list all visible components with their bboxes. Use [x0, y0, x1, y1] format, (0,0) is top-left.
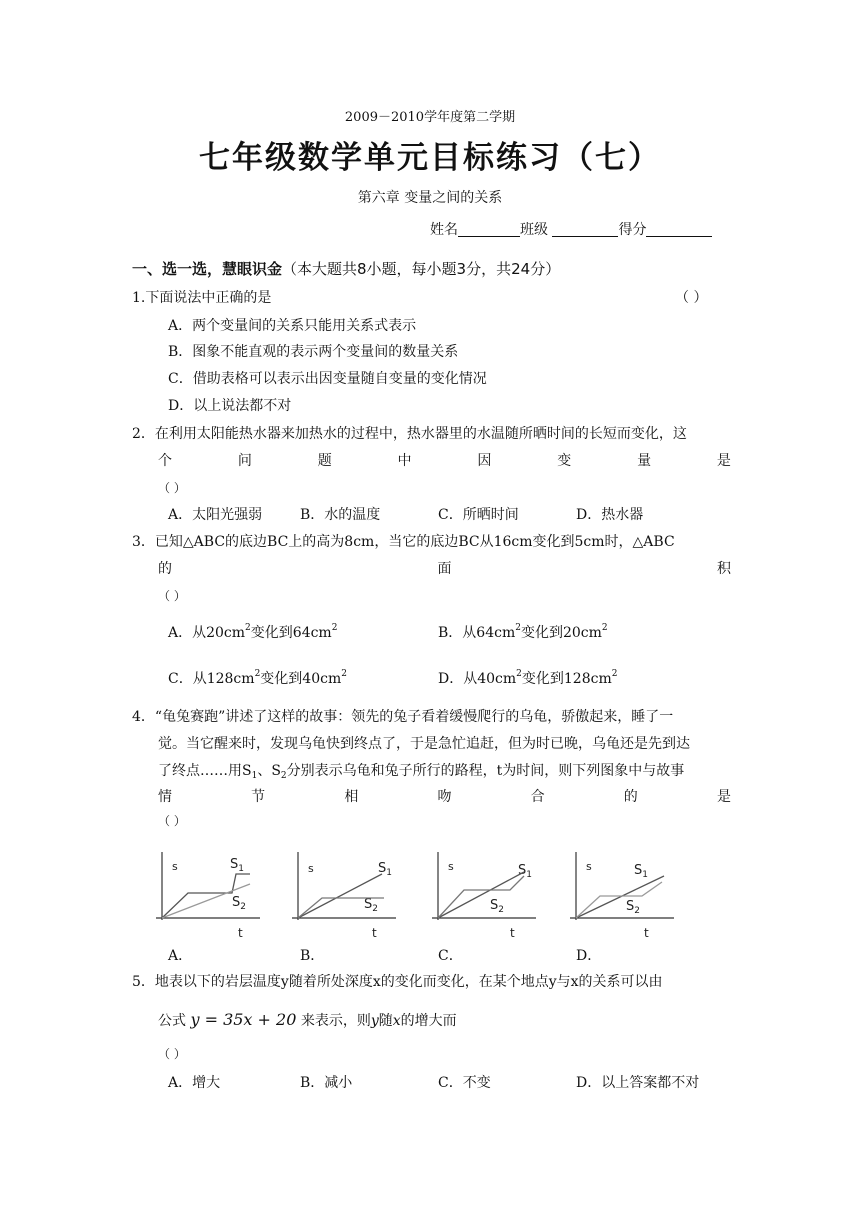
score-label: 得分: [618, 222, 647, 238]
exponent: 2: [254, 669, 261, 679]
q2-option-d: D．热水器: [576, 507, 644, 523]
s2-label: $S_2$: [364, 897, 378, 914]
q2-word: 变: [557, 453, 572, 469]
t-axis-label: t: [238, 926, 243, 940]
s-axis-label: s: [308, 862, 314, 875]
q5-formula-post: 来表示，则: [300, 1013, 371, 1029]
q1-option-c: C．借助表格可以表示出因变量随自变量的变化情况: [168, 371, 487, 387]
s-axis-label: s: [172, 860, 178, 873]
q1-option-a: A．两个变量间的关系只能用关系式表示: [168, 318, 417, 334]
q3-d-text1: D．从40cm: [438, 671, 517, 687]
q2-answer-paren[interactable]: （ ）: [158, 481, 186, 495]
subscript: 1: [251, 771, 258, 781]
q1-option-d: D．以上说法都不对: [168, 398, 292, 414]
q2-line2: [158, 451, 731, 471]
q3-word: 的: [158, 561, 172, 577]
exponent: 2: [331, 623, 338, 633]
q4-line3: [158, 761, 684, 781]
q3-answer-paren[interactable]: （ ）: [158, 589, 186, 603]
s-axis-label: s: [448, 860, 454, 873]
graph-c: [428, 848, 540, 942]
q4-line3-a: 了终点……用S: [158, 763, 252, 779]
q1-option-b: B．图象不能直观的表示两个变量间的数量关系: [168, 344, 459, 360]
graph-d: [566, 848, 678, 942]
page-title: 七年级数学单元目标练习（七）: [199, 140, 661, 176]
q4-answer-paren[interactable]: （ ）: [158, 814, 186, 828]
exponent: 2: [341, 669, 347, 679]
q4-line3-c: 分别表示乌龟和兔子所行的路程，t为时间，则下列图象中与故事: [286, 763, 685, 779]
q4-word: 节: [251, 789, 266, 805]
q5-line2: [158, 1010, 457, 1031]
q5-post: 的增大而: [400, 1013, 457, 1029]
q5-formula-pre: 公式: [158, 1013, 186, 1029]
q2-word: 题: [317, 453, 332, 469]
q3-word: 面: [437, 561, 452, 577]
curve-s1: [576, 876, 664, 918]
exponent: 2: [601, 623, 608, 633]
q2-option-b: B．水的温度: [300, 507, 381, 523]
s1-label: $S_1$: [634, 863, 648, 880]
q5-line1: 5．地表以下的岩层温度y随着所处深度x的变化而变化，在某个地点y与x的关系可以由: [132, 974, 663, 990]
q4-option-c: C．: [438, 948, 463, 964]
exponent: 2: [245, 623, 251, 633]
q3-b-text1: B．从64cm: [438, 625, 516, 641]
q3-c-text2: 变化到40cm: [260, 671, 342, 687]
t-axis-label: t: [644, 926, 649, 940]
q2-word: 因: [477, 453, 492, 469]
school-year: 2009－2010学年度第二学期: [344, 110, 516, 125]
q4-line4: [158, 787, 731, 807]
q3-line1: 3．已知△ABC的底边BC上的高为8cm，当它的底边BC从16cm变化到5cm时，△ABC: [132, 534, 675, 550]
q2-word: 量: [637, 453, 652, 469]
q3-b-text2: 变化到20cm: [520, 625, 602, 641]
q5-formula: y = 35x + 20: [190, 1010, 297, 1029]
q2-option-a: A．太阳光强弱: [168, 507, 263, 523]
curve-s1: [438, 872, 524, 918]
q3-option-b: [438, 623, 608, 643]
q2-word: 中: [397, 453, 412, 469]
q2-line1: 2．在利用太阳能热水器来加热水的过程中，热水器里的水温随所晒时间的长短而变化，这: [132, 426, 687, 442]
q3-option-d: [438, 669, 617, 689]
q2-option-c: C．所晒时间: [438, 507, 519, 523]
graph-b: [288, 848, 400, 942]
q5-option-a: A．增大: [168, 1075, 221, 1091]
chapter-title: 第六章 变量之间的关系: [357, 190, 503, 206]
q3-a-text1: A．从20cm: [168, 625, 246, 641]
q4-word: 相: [344, 789, 359, 805]
q4-option-d: D．: [576, 948, 602, 964]
t-axis-label: t: [372, 926, 377, 940]
q5-x-var: x: [392, 1013, 401, 1029]
exponent: 2: [516, 669, 522, 679]
s-axis-label: s: [586, 860, 592, 873]
exponent: 2: [515, 623, 521, 633]
s1-label: $S_1$: [230, 857, 244, 874]
q3-option-c: [168, 669, 347, 689]
q5-answer-paren[interactable]: （ ）: [158, 1047, 186, 1061]
q4-word: 吻: [437, 789, 452, 805]
section-heading: [132, 258, 560, 279]
s1-label: $S_1$: [378, 861, 392, 878]
class-blank[interactable]: [552, 221, 618, 237]
q1-answer-paren[interactable]: （ ）: [675, 290, 708, 306]
student-info-line: [430, 219, 712, 239]
q5-option-b: B．减小: [300, 1075, 353, 1091]
class-label: 班级: [520, 222, 548, 238]
q5-option-d: D．以上答案都不对: [576, 1075, 700, 1091]
q4-word: 是: [716, 789, 731, 805]
q4-line3-b: 、S: [257, 763, 281, 779]
q2-word: 个: [158, 453, 172, 469]
q4-word: 情: [158, 789, 172, 805]
subscript: 2: [280, 771, 287, 781]
graph-a: [152, 848, 264, 942]
section-note: （本大题共8小题，每小题3分，共24分）: [282, 260, 561, 278]
name-label: 姓名: [430, 222, 458, 238]
q4-word: 合: [530, 789, 545, 805]
s2-label: $S_2$: [626, 899, 640, 916]
q2-word: 问: [237, 453, 252, 469]
s1-label: $S_1$: [518, 863, 532, 880]
s2-label: $S_2$: [490, 898, 504, 915]
q3-word: 积: [717, 561, 731, 577]
q3-a-text2: 变化到64cm: [250, 625, 332, 641]
q5-option-c: C．不变: [438, 1075, 491, 1091]
q3-d-text2: 变化到128cm: [521, 671, 612, 687]
score-blank[interactable]: [646, 221, 712, 237]
curve-s2: [576, 882, 662, 918]
exponent: 2: [611, 669, 618, 679]
t-axis-label: t: [510, 926, 515, 940]
q2-word: 是: [716, 453, 731, 469]
q5-y-var: y: [370, 1013, 379, 1029]
q4-word: 的: [623, 789, 638, 805]
s2-label: $S_2$: [232, 895, 246, 912]
q4-option-b: B．: [300, 948, 325, 964]
q3-option-a: [168, 623, 337, 643]
name-blank[interactable]: [458, 221, 520, 237]
q4-line2: 觉。当它醒来时，发现乌龟快到终点了，于是急忙追赶，但为时已晚，乌龟还是先到达: [158, 736, 690, 752]
q3-c-text1: C．从128cm: [168, 671, 255, 687]
section-title: 一、选一选，慧眼识金: [132, 260, 283, 278]
q4-line1: 4．“龟兔赛跑”讲述了这样的故事：领先的兔子看着缓慢爬行的乌龟，骄傲起来，睡了一: [132, 709, 674, 725]
q1-stem: 1.下面说法中正确的是: [132, 290, 272, 306]
q4-option-a: A．: [168, 948, 193, 964]
q3-line2: [158, 559, 731, 579]
q5-mid: 随: [378, 1013, 393, 1029]
